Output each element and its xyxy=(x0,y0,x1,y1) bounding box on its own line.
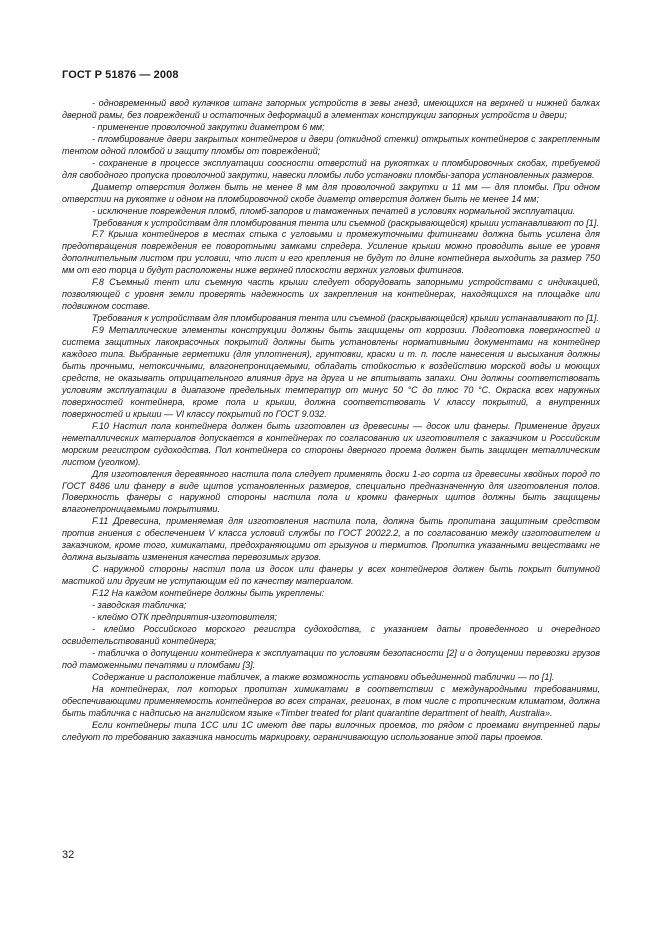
paragraph: - сохранение в процессе эксплуатации соосности отверстий на рукоятках и пломбировочных скобах, требуемой для свободного пропуска проволочной закрутки, навески пломбы либо установки пломбы-запора установленных размеров. xyxy=(62,157,600,180)
list-item: - заводская табличка; xyxy=(92,600,187,611)
paragraph: Содержание и расположение табличек, а также возможность установки объединенной таблички — по [1]. xyxy=(92,671,555,682)
paragraph-f9: F.9 Металлические элементы конструкции должны быть защищены от коррозии. Подготовка поверхностей и система защитных лакокрасочных покрытий должны быть установлены нормативными документами на контейнер каждого типа. Выбранные герметики (для уплотнения), грунтовки, краски и т. п. после нанесения и высыхания должны быть прочными, нетоксичными, влагонепроницаемыми, обладать стойкостью к воздействию морской воды и моющих средств, не оказывать отрицательного влияния друг на друга и не впитывать запахи. Они должны соответствовать условиям эксплуатации в диапазоне предельных температур от минус 50 °С до плюс 70 °С. Окраска всех наружных поверхностей контейнера, кроме пола и крыши, должна соответствовать V классу покрытий, а внутренних поверхностей и крыши — VI классу покрытий по ГОСТ 9.032. xyxy=(62,325,600,419)
paragraph-f7: F.7 Крыша контейнеров в местах стыка с угловыми и промежуточными фитингами должна быть усилена для предотвращения повреждения ее поворотными замками спредера. Усиление крыши можно проводить выше ее уровня дополнительным листом при условии, что лист и его крепления не будут по длине контейнера выходить за размер 750 мм от его торца и будут расположены ниже верхней плоскости верхних угловых фитингов. xyxy=(62,229,600,276)
paragraph-f8: F.8 Съемный тент или съемную часть крыши следует оборудовать запорными устройствами с индикацией, позволяющей с уровня земли проверять надежность их закрепления на контейнерах, находящихся на площадке или подвижном составе. xyxy=(62,277,600,312)
paragraph: - применение проволочной закрутки диаметром 6 мм; xyxy=(92,121,325,132)
paragraph: - одновременный ввод кулачков штанг запорных устройств в зевы гнезд, имеющихся на верхней и нижней балках дверной рамы, без повреждений и остаточных деформаций в элементах конструкции запорных устройств и двери; xyxy=(62,98,600,120)
paragraph: На контейнерах, пол которых пропитан химикатами в соответствии с международными требованиями, обеспечивающими применяемость контейнеров во всех странах, регионах, в том числе с тропическим климатом, должна быть табличка с надписью на английском языке «Timber treated for plant quarantine department of health, Australia». xyxy=(62,683,600,718)
paragraph: - пломбирование двери закрытых контейнеров и двери (откидной стенки) открытых контейнеров с закрепленным тентом одной пломбой и защиту пломбы от повреждений; xyxy=(62,133,600,156)
paragraph: С наружной стороны настил пола из досок или фанеры у всех контейнеров должен быть покрыт битумной мастикой или другим не уступающим ей по качеству материалом. xyxy=(62,564,600,587)
paragraph: - исключение повреждения пломб, пломб-запоров и таможенных печатей в условиях нормальной эксплуатации. xyxy=(92,205,576,216)
paragraph: Диаметр отверстия должен быть не менее 8 мм для проволочной закрутки и 11 мм — для пломбы. При одном отверстии на рукоятке и одном на пломбировочной скобе диаметр отверстия должен быть не менее 14 мм; xyxy=(62,181,600,204)
paragraph: Требования к устройствам для пломбирования тента или съемной (раскрывающейся) крыши устанавливают по [1]. xyxy=(92,217,599,228)
paragraph: Для изготовления деревянного настила пола следует применять доски 1-го сорта из древесины хвойных пород по ГОСТ 8486 или фанеру в виде щитов установленных размеров, специально предназначенную для изготовления полов. Поверхность фанеры с наружной стороны настила пола и кромки фанерных щитов должны быть защищены влагонепроницаемыми покрытиями. xyxy=(62,468,600,515)
paragraph: Требования к устройствам для пломбирования тента или съемной (раскрывающейся) крыши устанавливают по [1]. xyxy=(92,313,599,324)
paragraph-f10: F.10 Настил пола контейнера должен быть изготовлен из древесины — досок или фанеры. Применение других неметаллических материалов допускается в контейнерах по согласованию их изготовителя с заказчиком и Российским морским регистром судоходства. Пол контейнера со стороны дверного проема должен быть защищен металлическим листом (уголком). xyxy=(62,420,600,467)
paragraph-f12: F.12 На каждом контейнере должны быть укреплены: xyxy=(92,588,325,599)
page-number: 32 xyxy=(62,849,75,861)
paragraph-f11: F.11 Древесина, применяемая для изготовления настила пола, должна быть пропитана защитным средством против гниения с обеспечением V класса условий службы по ГОСТ 20022.2, а по согласованию между изготовителем и заказчиком, кроме того, химикатами, предохраняющими от грызунов и термитов. Пропитка указанными веществами не должна вызывать изменения качества перевозимых грузов. xyxy=(62,516,600,563)
paragraph: Если контейнеры типа 1СС или 1С имеют две пары вилочных проемов, то рядом с проемами внутренней пары следуют по требованию заказчика наносить маркировку, ограничивающую использование этой пары проемов. xyxy=(62,719,600,742)
list-item: - клеймо Российского морского регистра судоходства, с указанием даты проведенного и очередного освидетельствований контейнера; xyxy=(62,623,600,646)
list-item: - клеймо ОТК предприятия-изготовителя; xyxy=(92,611,277,622)
document-id-header: ГОСТ Р 51876 — 2008 xyxy=(62,69,179,81)
body-text xyxy=(62,98,600,743)
list-item: - табличка о допущении контейнера к эксплуатации по условиям безопасности [2] и о допущении перевозки грузов под таможенными печатями и пломбами [3]. xyxy=(62,647,600,670)
